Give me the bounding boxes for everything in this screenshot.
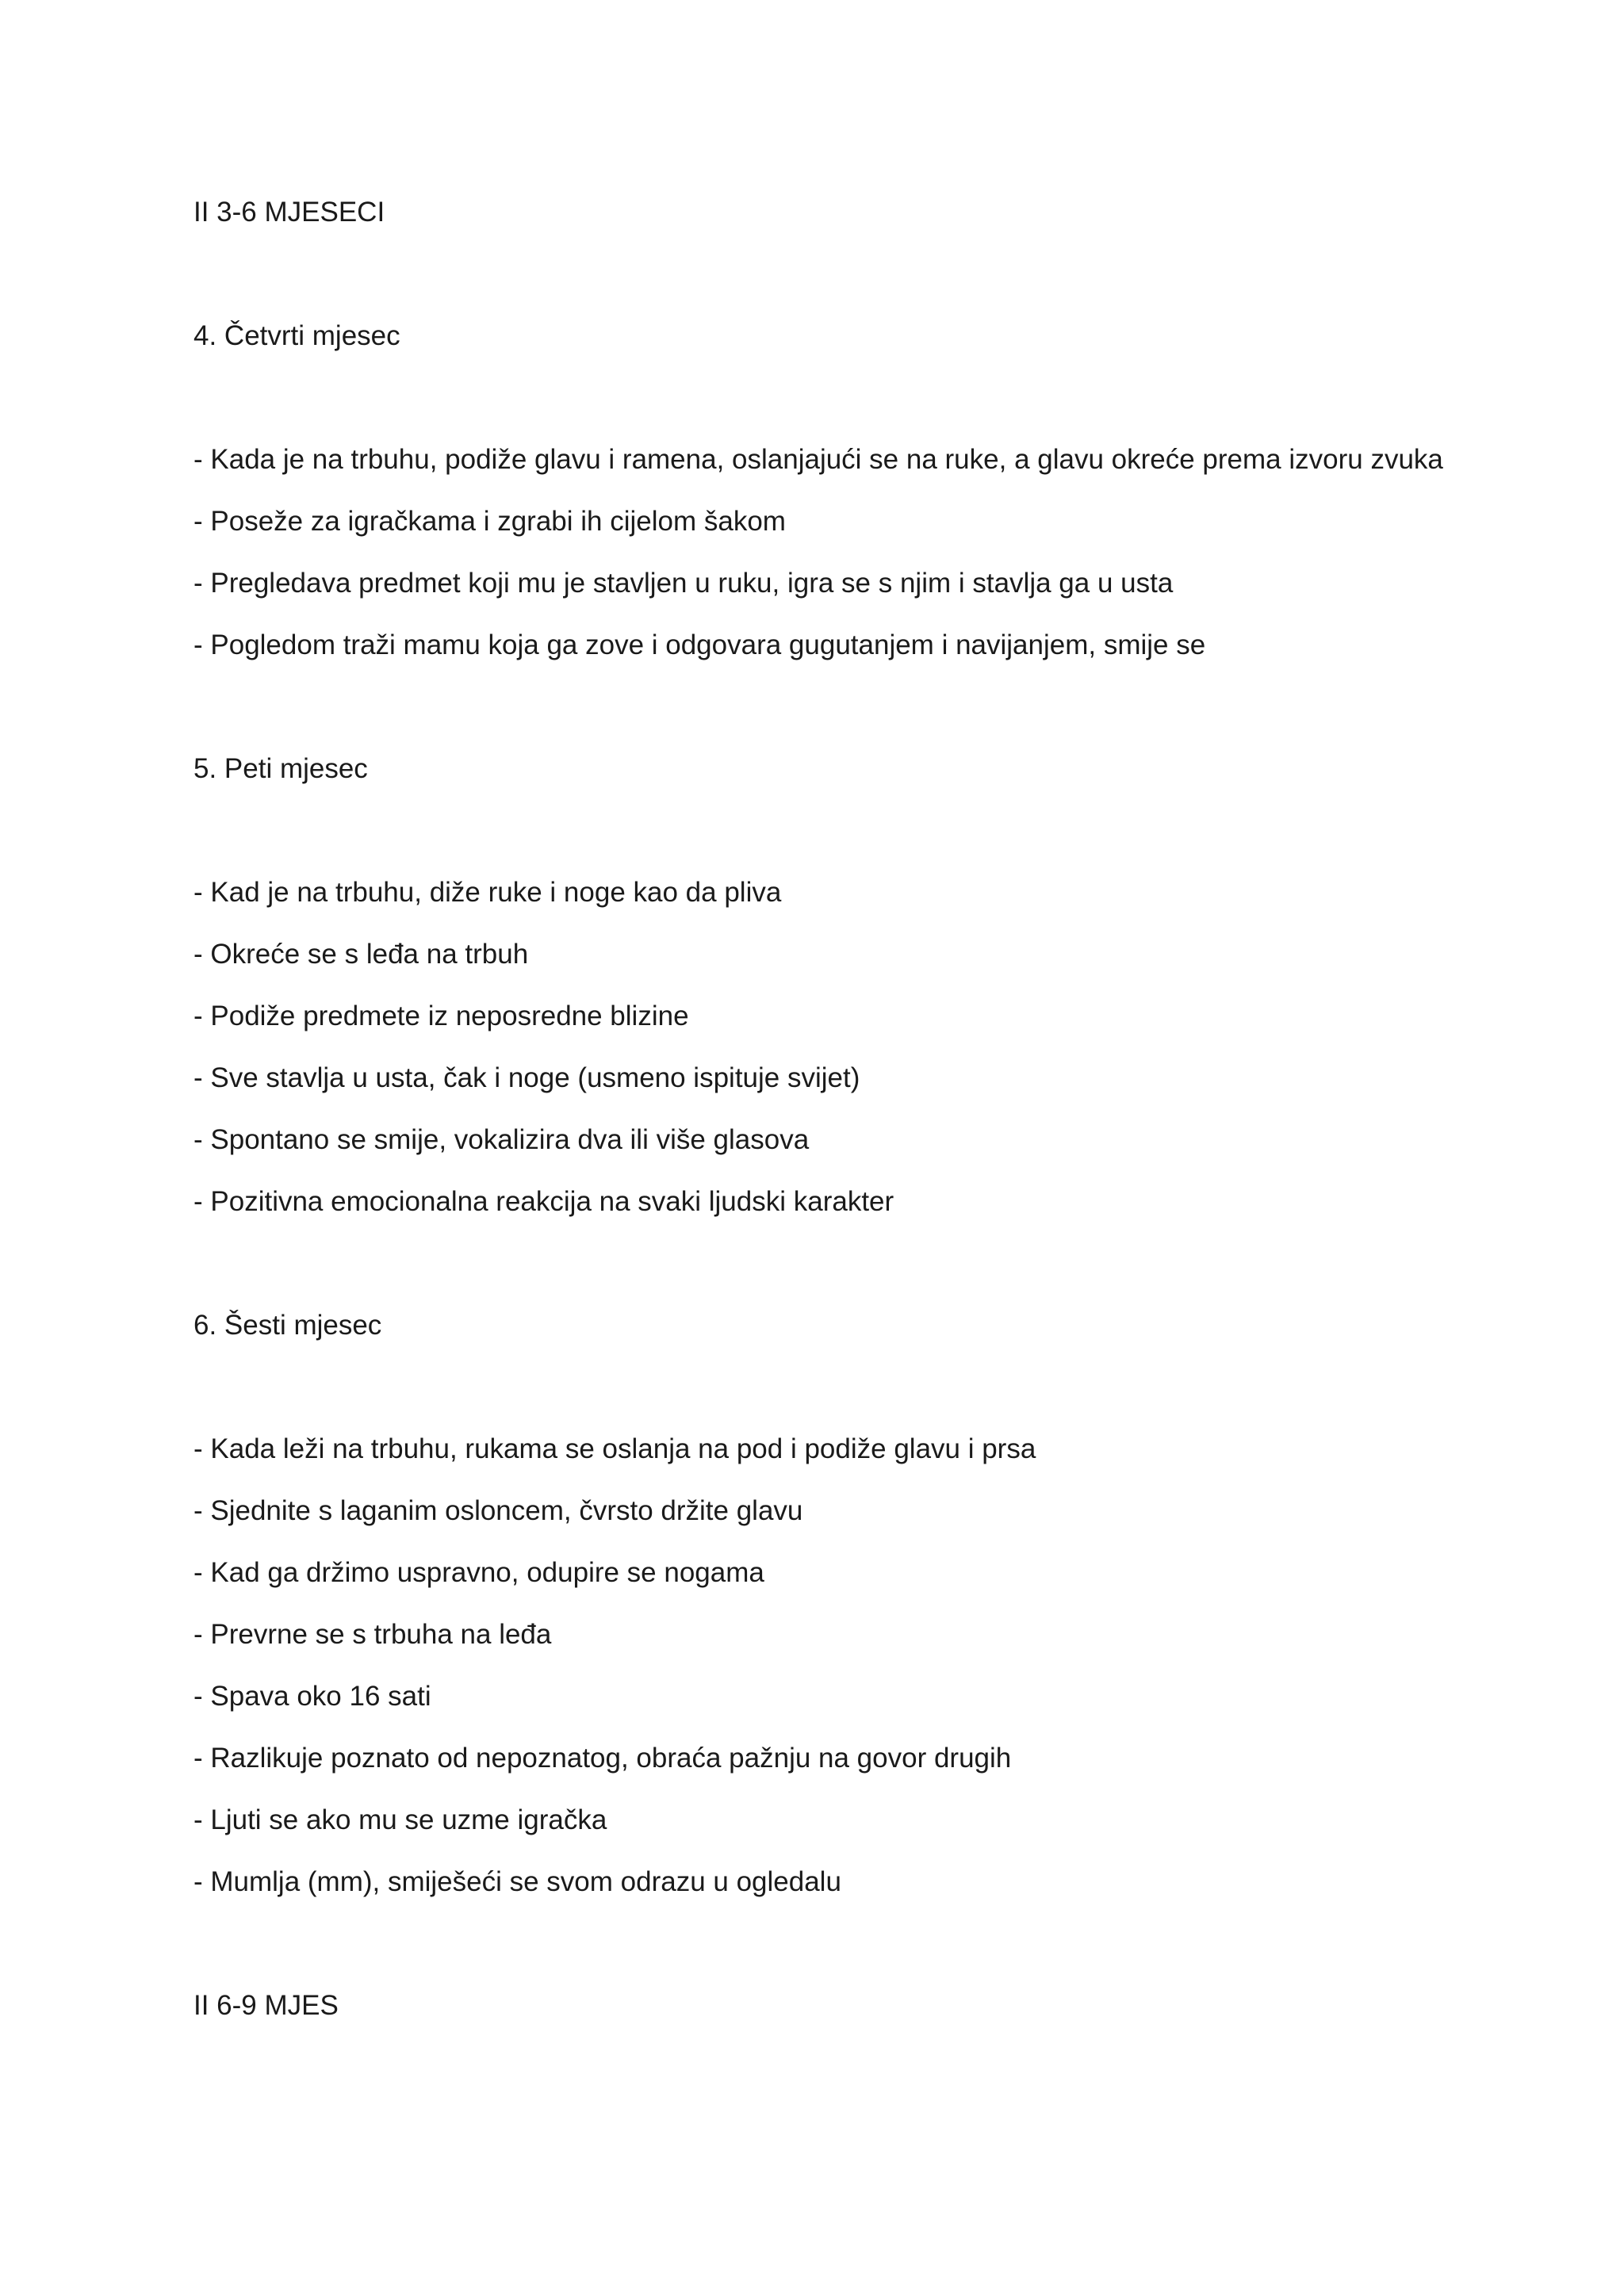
list-item: - Kada je na trbuhu, podiže glavu i ramena, oslanjajući se na ruke, a glavu okreće prema izvoru zvuka <box>193 444 1443 475</box>
list-item: - Pozitivna emocionalna reakcija na svaki ljudski karakter <box>193 1186 894 1217</box>
list-item: - Kad je na trbuhu, diže ruke i noge kao da pliva <box>193 877 782 908</box>
list-item: - Spava oko 16 sati <box>193 1681 431 1712</box>
list-item: - Sjednite s laganim osloncem, čvrsto držite glavu <box>193 1495 803 1526</box>
list-item: - Kad ga držimo uspravno, odupire se nogama <box>193 1557 764 1588</box>
list-item: - Prevrne se s trbuha na leđa <box>193 1619 552 1650</box>
section-heading: II 6-9 MJES <box>193 1990 339 2021</box>
list-item: - Pregledava predmet koji mu je stavljen u ruku, igra se s njim i stavlja ga u usta <box>193 568 1174 599</box>
list-item: - Spontano se smije, vokalizira dva ili više glasova <box>193 1124 810 1155</box>
list-item: - Poseže za igračkama i zgrabi ih cijelom šakom <box>193 506 786 537</box>
list-item: - Podiže predmete iz neposredne blizine <box>193 1001 689 1031</box>
section-heading: II 3-6 MJESECI <box>193 197 385 228</box>
list-item: - Pogledom traži mamu koja ga zove i odgovara gugutanjem i navijanjem, smije se <box>193 629 1206 660</box>
month-heading: 4. Četvrti mjesec <box>193 320 400 351</box>
list-item: - Ljuti se ako mu se uzme igračka <box>193 1804 607 1835</box>
month-heading: 6. Šesti mjesec <box>193 1310 382 1341</box>
list-item: - Kada leži na trbuhu, rukama se oslanja na pod i podiže glavu i prsa <box>193 1433 1036 1464</box>
month-heading: 5. Peti mjesec <box>193 753 368 784</box>
list-item: - Razlikuje poznato od nepoznatog, obraća pažnju na govor drugih <box>193 1743 1012 1774</box>
list-item: - Mumlja (mm), smiješeći se svom odrazu u ogledalu <box>193 1866 841 1897</box>
list-item: - Sve stavlja u usta, čak i noge (usmeno ispituje svijet) <box>193 1062 860 1093</box>
list-item: - Okreće se s leđa na trbuh <box>193 939 529 970</box>
